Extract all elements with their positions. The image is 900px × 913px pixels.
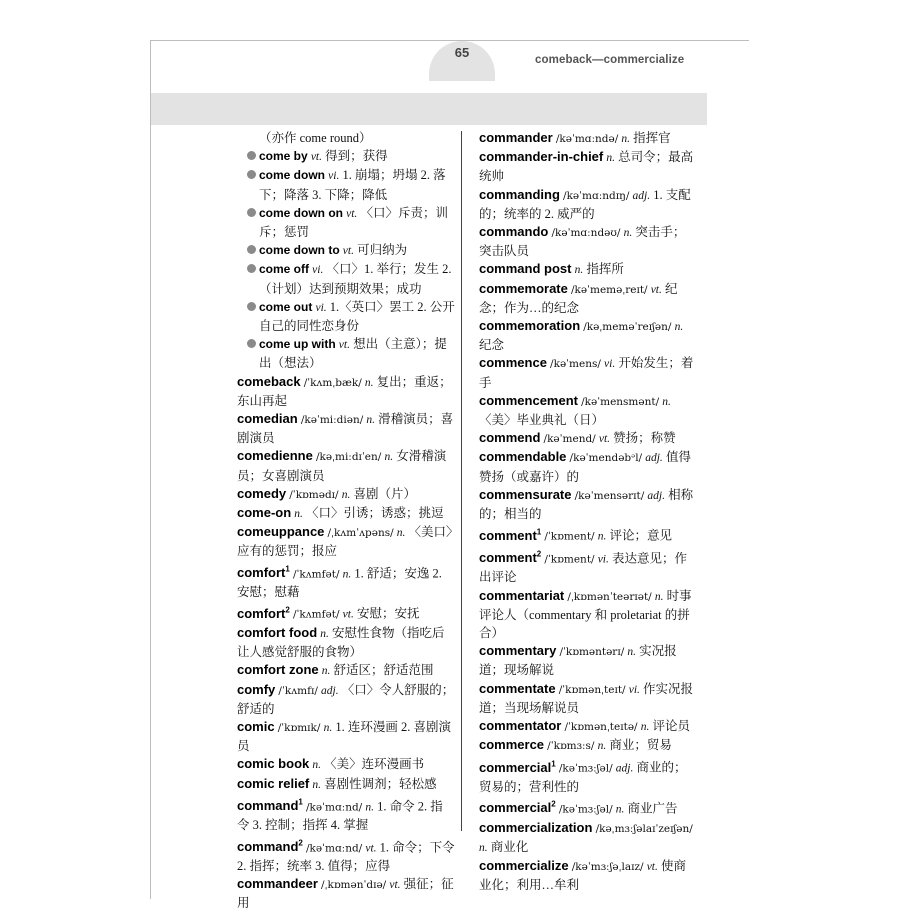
dictionary-entry: [479, 260, 697, 279]
part-of-speech: n.: [396, 527, 406, 540]
pronunciation: /ˈkɒmənˌteɪtə/: [564, 720, 638, 733]
headword: commend: [479, 430, 541, 446]
homograph-number: 1: [285, 564, 290, 574]
definition: 商业的；贸易的；营利性的: [479, 760, 687, 794]
definition: 作实况报道；当现场解说员: [479, 681, 694, 715]
headword: comment$^2$: [479, 549, 542, 566]
part-of-speech: vt.: [646, 861, 658, 874]
dictionary-entry: [479, 223, 697, 260]
definition: 女滑稽演员；女喜剧演员: [237, 449, 447, 483]
definition: 纪念；作为…的纪念: [479, 281, 678, 315]
pronunciation: /kəˈmensmənt/: [581, 395, 660, 408]
pronunciation: /ˈkʌmˌbæk/: [303, 376, 362, 389]
headword: comeback: [237, 373, 301, 389]
pronunciation: /kəˈmendəbᵊl/: [569, 452, 643, 465]
headword: comic: [237, 718, 275, 734]
dictionary-entry: [237, 681, 455, 718]
definition: 使商业化；利用…牟利: [479, 859, 687, 893]
definition: 1. 命令 2. 指令 3. 控制；指挥 4. 掌握: [237, 799, 443, 833]
part-of-speech: n.: [366, 414, 376, 427]
dictionary-entry: [237, 410, 455, 447]
dictionary-entry: [479, 523, 697, 546]
headword: come off: [259, 262, 310, 277]
headword: come-on: [237, 505, 292, 521]
dictionary-entry: [237, 794, 455, 835]
definition: 〈口〉引诱；诱惑；挑逗: [306, 506, 444, 521]
dictionary-entry: [237, 447, 455, 484]
dictionary-entry: [237, 373, 455, 410]
headword: comfort zone: [237, 662, 319, 678]
definition: 喜剧（片）: [353, 486, 416, 501]
definition: 复出；重返；东山再起: [237, 374, 452, 408]
bullet-icon: [247, 208, 256, 217]
pronunciation: /ˈkʌmfət/: [292, 568, 340, 580]
dictionary-entry: [237, 485, 455, 504]
definition: 1. 舒适；安逸 2. 安慰；慰藉: [237, 566, 442, 600]
dictionary-entry: [259, 147, 455, 166]
dictionary-entry: [479, 129, 697, 148]
part-of-speech: vt.: [342, 608, 354, 621]
pronunciation: /kəˈmɑːndɪŋ/: [563, 189, 630, 202]
part-of-speech: n.: [384, 451, 394, 464]
headword: commentary: [479, 643, 557, 659]
headword: comedian: [237, 411, 298, 427]
headword: commemorate: [479, 280, 568, 296]
headword: comfy: [237, 681, 276, 697]
part-of-speech: n.: [294, 508, 303, 521]
definition: 1. 连环漫画 2. 喜剧演员: [237, 719, 451, 754]
definition: 实况报道；现场解说: [479, 644, 677, 678]
pronunciation: /kəˌmeməˈreɪʃən/: [583, 321, 672, 334]
headword: comeuppance: [237, 524, 325, 540]
definition: 评论；意见: [609, 528, 672, 543]
dictionary-entry: [259, 241, 455, 260]
running-head: comeback—commercialize: [535, 54, 685, 66]
definition: 滑稽演员；喜剧演员: [237, 412, 454, 446]
part-of-speech: n.: [312, 778, 322, 791]
headword: comfort$^1$: [237, 564, 290, 580]
definition: 喜剧性调剂；轻松感: [324, 776, 437, 791]
homograph-number: 2: [285, 605, 290, 615]
dictionary-entry: [259, 260, 455, 297]
definition: 〈口〉1. 举行；发生 2.（计划）达到预期效果；成功: [259, 262, 452, 296]
dictionary-entry: [237, 718, 455, 755]
homograph-number: 2: [551, 800, 556, 810]
pronunciation: /kəˌmɜːʃəlaɪˈzeɪʃən/: [595, 822, 693, 835]
definition: 1. 崩塌；坍塌 2. 落下；降落 3. 下降；降低: [259, 168, 446, 202]
headword: commerce: [479, 737, 545, 753]
definition: 相称的；相当的: [479, 487, 694, 522]
definition: 指挥官: [633, 131, 671, 145]
part-of-speech: vt.: [650, 283, 662, 296]
definition: 值得赞扬（或嘉许）的: [479, 450, 691, 484]
headword: commander: [479, 130, 553, 145]
headword: come down to: [259, 243, 340, 258]
headword: comfort$^2$: [237, 605, 290, 621]
headword: commencement: [479, 392, 578, 408]
part-of-speech: vi.: [628, 683, 640, 696]
pronunciation: /kəˈmensərɪt/: [574, 489, 645, 502]
part-of-speech: adj.: [645, 452, 663, 465]
bullet-icon: [247, 245, 256, 254]
pronunciation: /ˌkɒmənˈteərɪət/: [567, 590, 652, 603]
definition: 突击手；突击队员: [479, 225, 686, 259]
pronunciation: /ˈkʌmfət/: [292, 608, 340, 621]
dictionary-entry: [237, 561, 455, 602]
part-of-speech: n.: [623, 227, 633, 240]
dictionary-entry: [479, 280, 697, 317]
part-of-speech: vt.: [310, 151, 322, 164]
right-column: [479, 129, 697, 894]
part-of-speech: vt.: [346, 207, 358, 220]
dictionary-entry: [237, 755, 455, 774]
pronunciation: /kəˈmɜːʃəl/: [558, 803, 613, 816]
headword: commentator: [479, 717, 562, 733]
dictionary-entry: [237, 875, 455, 912]
dictionary-entry: [259, 129, 455, 147]
pronunciation: /ˈkɒment/: [544, 530, 595, 543]
dictionary-entry: [237, 775, 455, 794]
part-of-speech: vt.: [338, 339, 350, 352]
headword: comfort food: [237, 624, 318, 640]
part-of-speech: n.: [674, 321, 684, 334]
bullet-icon: [247, 264, 256, 273]
part-of-speech: vi.: [315, 301, 327, 314]
headword: commentariat: [479, 587, 565, 603]
headword: commensurate: [479, 486, 572, 502]
definition: 可归纳为: [357, 243, 408, 258]
definition: 总司令；最高统帅: [479, 150, 694, 184]
definition: 〈美〉连环漫画书: [324, 757, 425, 772]
part-of-speech: adj.: [615, 762, 634, 775]
dictionary-entry: [479, 680, 697, 717]
pronunciation: /kəˈmɑːndəʊ/: [551, 227, 621, 240]
dictionary-entry: [259, 166, 455, 203]
headword: comment$^1$: [479, 527, 542, 543]
pronunciation: /ˈkɒmɪk/: [277, 721, 321, 734]
definition: （亦作 come round）: [259, 131, 372, 145]
definition: 得到；获得: [325, 149, 388, 164]
pronunciation: /kəˈmɑːnd/: [305, 801, 363, 814]
definition: 时事评论人（commentary 和 proletariat 的拼合）: [479, 588, 692, 640]
pronunciation: /kəˈmiːdiən/: [300, 414, 364, 427]
part-of-speech: n.: [574, 264, 584, 277]
definition: 想出（主意）；提出（想法）: [259, 337, 447, 371]
headword: commando: [479, 224, 549, 240]
dictionary-entry: [479, 587, 697, 643]
headword: come by: [259, 149, 308, 164]
definition: 商业；贸易: [609, 738, 672, 753]
part-of-speech: n.: [640, 720, 650, 733]
definition: 〈口〉令人舒服的；舒适的: [237, 682, 455, 716]
pronunciation: /ˈkɒmədɪ/: [289, 488, 339, 501]
pronunciation: /ˈkɒmɜːs/: [547, 740, 595, 753]
pronunciation: /ˌkʌmˈʌpəns/: [327, 527, 394, 540]
pronunciation: /ˈkʌmfɪ/: [278, 684, 318, 697]
pronunciation: /kəˈmens/: [550, 358, 601, 371]
headword: comedienne: [237, 448, 313, 464]
dictionary-entry: [237, 624, 455, 661]
part-of-speech: adj.: [632, 189, 651, 202]
homograph-number: 1: [551, 759, 556, 769]
definition: 表达意见；作出评论: [479, 551, 688, 585]
part-of-speech: n.: [606, 152, 615, 165]
part-of-speech: n.: [597, 740, 607, 753]
headword: comedy: [237, 485, 287, 501]
headword: commercial$^1$: [479, 759, 556, 775]
part-of-speech: vt.: [342, 245, 354, 258]
dictionary-entry: [479, 354, 697, 391]
definition: 安慰性食物（指吃后让人感觉舒服的食物）: [237, 625, 445, 660]
definition: 商业广告: [627, 801, 678, 816]
pronunciation: /kəˈmeməˌreɪt/: [571, 283, 648, 296]
definition: 安慰；安抚: [356, 606, 420, 621]
definition: 1.〈英口〉罢工 2. 公开自己的同性恋身份: [259, 299, 455, 334]
dictionary-entry: [237, 504, 455, 523]
dictionary-entry: [237, 835, 455, 876]
headword: comic relief: [237, 775, 310, 791]
pronunciation: /ˈkɒmənˌteɪt/: [558, 683, 626, 696]
part-of-speech: n.: [323, 721, 333, 734]
definition: 〈美〉毕业典礼（日）: [479, 413, 605, 428]
part-of-speech: vt.: [389, 879, 401, 892]
bullet-icon: [247, 339, 256, 348]
definition: 评论员: [652, 718, 690, 733]
dictionary-entry: [237, 661, 455, 680]
part-of-speech: adj.: [647, 489, 665, 502]
dictionary-entry: [479, 486, 697, 523]
bullet-icon: [247, 170, 256, 179]
headword: commence: [479, 355, 547, 371]
homograph-number: 2: [536, 549, 542, 559]
dictionary-entry: [479, 642, 697, 679]
dictionary-entry: [479, 448, 697, 485]
part-of-speech: n.: [320, 627, 329, 640]
headword: come out: [259, 299, 313, 314]
dictionary-entry: [479, 392, 697, 429]
part-of-speech: n.: [365, 801, 374, 814]
part-of-speech: n.: [654, 590, 664, 603]
part-of-speech: n.: [615, 803, 625, 816]
pronunciation: /kəˌmiːdɪˈen/: [315, 451, 382, 464]
dictionary-entry: [479, 819, 697, 857]
dictionary-entry: [479, 186, 697, 223]
pronunciation: /ˈkɒməntərɪ/: [559, 646, 625, 659]
part-of-speech: vt.: [365, 841, 377, 854]
page-number: 65: [454, 45, 470, 60]
definition: 赞扬；称赞: [613, 431, 676, 446]
pronunciation: /kəˈmend/: [543, 433, 596, 446]
headword: commercialize: [479, 858, 569, 874]
part-of-speech: vi.: [604, 358, 616, 371]
pronunciation: /kəˈmɑːnd/: [305, 841, 363, 854]
pronunciation: /ˈkɒment/: [544, 553, 595, 566]
headword: commendable: [479, 449, 567, 465]
headword: commentate: [479, 680, 556, 696]
part-of-speech: n.: [662, 395, 671, 408]
dictionary-entry: [479, 546, 697, 587]
homograph-number: 2: [298, 838, 303, 848]
pronunciation: /ˌkɒmənˈdɪə/: [321, 879, 387, 892]
headword: commandeer: [237, 876, 318, 892]
dictionary-entry: [479, 796, 697, 819]
part-of-speech: vi.: [597, 553, 609, 566]
part-of-speech: n.: [597, 530, 607, 543]
part-of-speech: n.: [342, 568, 352, 580]
dictionary-page: [150, 40, 749, 911]
part-of-speech: vi.: [328, 170, 340, 183]
dictionary-entry: [479, 317, 697, 354]
part-of-speech: n.: [341, 488, 351, 501]
definition: 强征；征用: [237, 877, 454, 911]
part-of-speech: n.: [312, 759, 321, 772]
part-of-speech: vt.: [598, 433, 611, 446]
part-of-speech: vi.: [312, 264, 324, 277]
definition: 〈口〉斥责；训斥；惩罚: [259, 205, 448, 240]
definition: 纪念: [479, 338, 505, 353]
headword: commemoration: [479, 318, 581, 334]
headword: come down: [259, 168, 326, 183]
part-of-speech: n.: [321, 665, 331, 678]
definition: 1. 命令；下令 2. 指挥；统率 3. 值得；应得: [237, 839, 455, 874]
dictionary-entry: [479, 717, 697, 736]
part-of-speech: n.: [364, 376, 374, 389]
pronunciation: /kəˈmɜːʃəl/: [558, 762, 613, 775]
headword: commanding: [479, 186, 560, 202]
dictionary-entry: [237, 601, 455, 624]
dictionary-entry: [479, 755, 697, 796]
pronunciation: /kəˈmɑːndə/: [555, 133, 619, 145]
headword: commercialization: [479, 819, 593, 835]
part-of-speech: n.: [479, 841, 488, 854]
definition: 指挥所: [586, 262, 624, 277]
dictionary-entry: [259, 335, 455, 372]
homograph-number: 1: [298, 797, 303, 807]
headword: come down on: [259, 205, 343, 220]
definition: 〈美口〉应有的惩罚；报应: [237, 525, 453, 559]
headword: commercial$^2$: [479, 800, 556, 816]
homograph-number: 1: [536, 527, 542, 537]
headword: commander-in-chief: [479, 149, 604, 165]
definition: 1. 支配的；统率的 2. 威严的: [479, 187, 691, 221]
part-of-speech: adj.: [321, 684, 339, 697]
dictionary-entry: [479, 857, 697, 894]
dictionary-entry: [259, 298, 455, 335]
bullet-icon: [247, 151, 256, 160]
header-band: [151, 93, 707, 125]
bullet-icon: [247, 302, 256, 311]
definition: 商业化: [490, 839, 529, 854]
dictionary-entry: [259, 204, 455, 241]
dictionary-entry: [479, 148, 697, 185]
left-column: [237, 129, 455, 913]
column-divider: [461, 131, 462, 831]
pronunciation: /kəˈmɜːʃəˌlaɪz/: [571, 861, 644, 874]
headword: command post: [479, 261, 572, 277]
dictionary-entry: [237, 523, 455, 560]
definition: 舒适区；舒适范围: [333, 663, 434, 678]
dictionary-entry: [479, 736, 697, 755]
part-of-speech: n.: [627, 646, 636, 659]
headword: command$^2$: [237, 838, 303, 854]
dictionary-entry: [479, 429, 697, 448]
headword: comic book: [237, 756, 310, 772]
part-of-speech: n.: [621, 133, 631, 145]
definition: 开始发生；着手: [479, 356, 694, 390]
headword: come up with: [259, 337, 336, 352]
headword: command$^1$: [237, 797, 303, 814]
